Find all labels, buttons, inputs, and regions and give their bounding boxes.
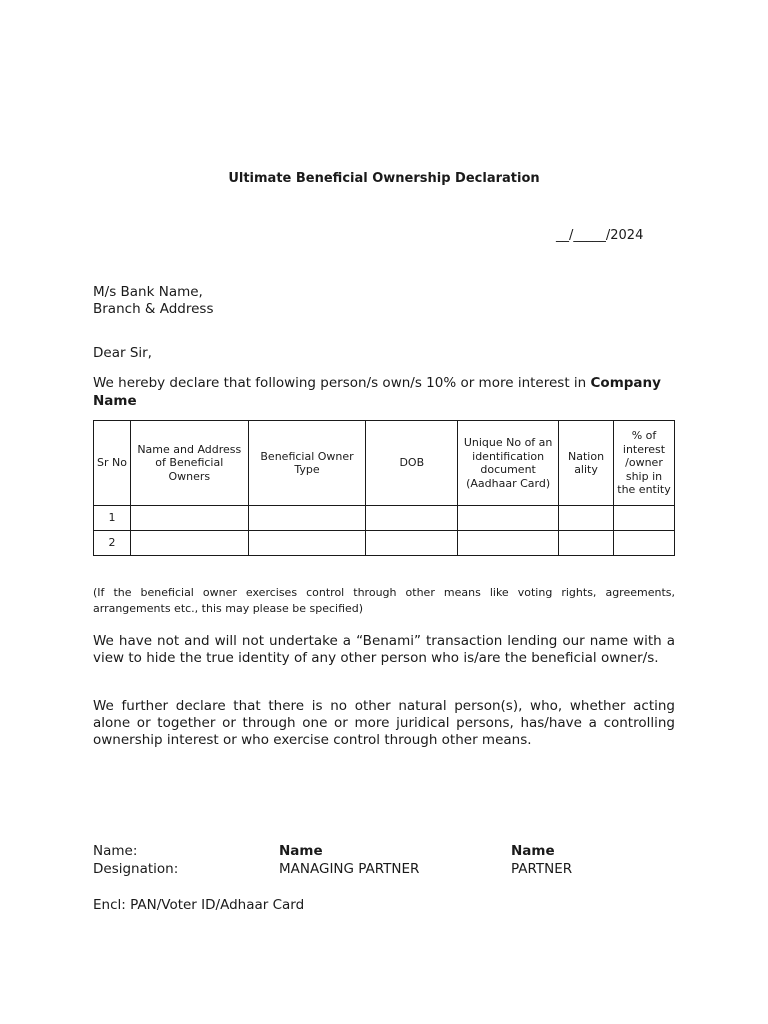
table-cell-unique-id[interactable] xyxy=(458,531,559,556)
enclosure-line: Encl: PAN/Voter ID/Adhaar Card xyxy=(93,897,305,913)
benami-declaration-paragraph: We have not and will not undertake a “Benami” transaction lending our name with a view to hide the true identity of any other person who is/are the beneficial owner/s. xyxy=(93,633,675,666)
beneficial-owners-table xyxy=(93,420,675,556)
table-cell-unique-id[interactable] xyxy=(458,506,559,531)
signatory-1-designation: MANAGING PARTNER xyxy=(279,861,420,877)
column-header-unique-id: Unique No of an identification document (Aadhaar Card) xyxy=(458,421,559,506)
signatory-2-name: Name xyxy=(511,843,555,859)
column-header-sr-no: Sr No xyxy=(94,421,131,506)
table-row xyxy=(94,506,675,531)
table-cell-dob[interactable] xyxy=(366,531,458,556)
column-header-nationality: Nation ality xyxy=(559,421,614,506)
control-note: (If the beneficial owner exercises control through other means like voting rights, agreements, arrangements etc., this may please be specified) xyxy=(93,586,675,615)
table-cell-owner-type[interactable] xyxy=(248,531,366,556)
table-cell-interest-percent[interactable] xyxy=(614,506,675,531)
table-cell-dob[interactable] xyxy=(366,506,458,531)
declaration-statement xyxy=(93,374,677,410)
addressee-bank-name: M/s Bank Name, xyxy=(93,284,203,300)
table-cell-nationality[interactable] xyxy=(559,506,614,531)
table-cell-name-address[interactable] xyxy=(130,506,248,531)
column-header-owner-type: Beneficial Owner Type xyxy=(248,421,366,506)
table-cell-sr-no: 2 xyxy=(94,531,131,556)
table-header-row xyxy=(94,421,675,506)
name-label: Name: xyxy=(93,843,138,859)
signatory-1-name: Name xyxy=(279,843,323,859)
column-header-interest-percent: % of interest /owner ship in the entity xyxy=(614,421,675,506)
column-header-dob: DOB xyxy=(366,421,458,506)
addressee-block xyxy=(93,284,214,318)
table-cell-interest-percent[interactable] xyxy=(614,531,675,556)
signatory-2-designation: PARTNER xyxy=(511,861,573,877)
addressee-branch-address: Branch & Address xyxy=(93,301,214,317)
document-title: Ultimate Beneficial Ownership Declaration xyxy=(228,171,540,186)
column-header-name-address: Name and Address of Beneficial Owners xyxy=(130,421,248,506)
table-row xyxy=(94,531,675,556)
table-cell-sr-no: 1 xyxy=(94,506,131,531)
date-field: __/_____/2024 xyxy=(556,228,644,243)
table-cell-name-address[interactable] xyxy=(130,531,248,556)
designation-label: Designation: xyxy=(93,861,179,877)
no-other-person-paragraph: We further declare that there is no other natural person(s), who, whether acting alone or together or through one or more juridical persons, has/have a controlling ownership interest or who exercise control through other means. xyxy=(93,698,675,748)
company-name: Company Name xyxy=(93,375,661,409)
table-cell-nationality[interactable] xyxy=(559,531,614,556)
salutation: Dear Sir, xyxy=(93,345,152,361)
declaration-text: We hereby declare that following person/s own/s 10% or more interest in xyxy=(93,375,591,391)
table-cell-owner-type[interactable] xyxy=(248,506,366,531)
